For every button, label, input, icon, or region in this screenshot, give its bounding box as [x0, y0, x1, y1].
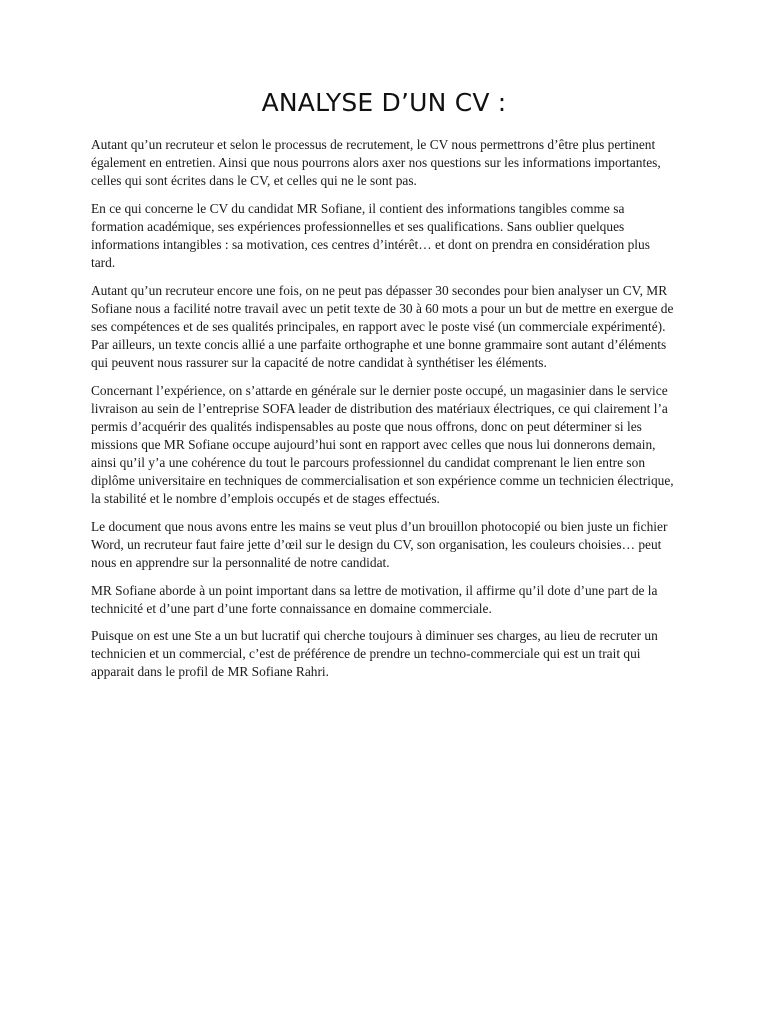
paragraph-experience: Concernant l’expérience, on s’attarde en générale sur le dernier poste occupé, un magasinier dans le service livraison au sein de l’entreprise SOFA leader de distribution des matériaux électriques, ce qui clairement l’a permis d’acquérir des qualités indispensables au poste que nous offrons, donc on peut déterminer si les missions que MR Sofiane occupe aujourd’hui sont en rapport avec celles que nous lui donnerons demain, ainsi qu’il y’a une cohérence du tout le parcours professionnel du candidat comprenant le lien entre son diplôme universitaire en techniques de commercialisation et son expérience comme un technicien électrique, la stabilité et le nombre d’emplois occupés et de stages effectués. [91, 382, 674, 507]
paragraph-conclusion: Puisque on est une Ste a un but lucratif qui cherche toujours à diminuer ses charges, au lieu de recruter un technicien et un commercial, c’est de préférence de prendre un techno-commerciale qui est un trait qui apparait dans le profil de MR Sofiane Rahri. [91, 628, 658, 680]
paragraph-cv-analysis: Autant qu’un recruteur encore une fois, on ne peut pas dépasser 30 secondes pour bien analyser un CV, MR Sofiane nous a facilité notre travail avec un petit texte de 30 à 60 mots a pour un but de mettre en exergue de ses compétences et de ses qualités principales, en rapport avec le poste visé (un commerciale expérimenté). Par ailleurs, un texte concis allié a une parfaite orthographe et une bonne grammaire sont autant d’éléments qui peuvent nous rassurer sur la capacité de notre candidat à synthétiser les éléments. [91, 282, 674, 371]
paragraph-design: Le document que nous avons entre les mains se veut plus d’un brouillon photocopié ou bien juste un fichier Word, un recruteur faut faire jette d’œil sur le design du CV, son organisation, les couleurs choisies… peut nous en apprendre sur la personnalité de notre candidat. [91, 518, 668, 570]
document-title: ANALYSE D’UN CV : [261, 88, 507, 117]
paragraph-cv-content: En ce qui concerne le CV du candidat MR Sofiane, il contient des informations tangibles comme sa formation académique, ses expériences professionnelles et ses qualifications. Sans oublier quelques informations intangibles : sa motivation, ces centres d’intérêt… et dont on prendra en considération plus tard. [91, 200, 650, 271]
paragraph-motivation: MR Sofiane aborde à un point important dans sa lettre de motivation, il affirme qu’il dote d’une part de la technicité et d’une part d’une forte connaissance en domaine commerciale. [91, 582, 658, 616]
document-body [91, 136, 677, 691]
paragraph-intro: Autant qu’un recruteur et selon le processus de recrutement, le CV nous permettrons d’être plus pertinent également en entretien. Ainsi que nous pourrons alors axer nos questions sur les informations importantes, celles qui sont écrites dans le CV, et celles qui ne le sont pas. [91, 137, 661, 189]
